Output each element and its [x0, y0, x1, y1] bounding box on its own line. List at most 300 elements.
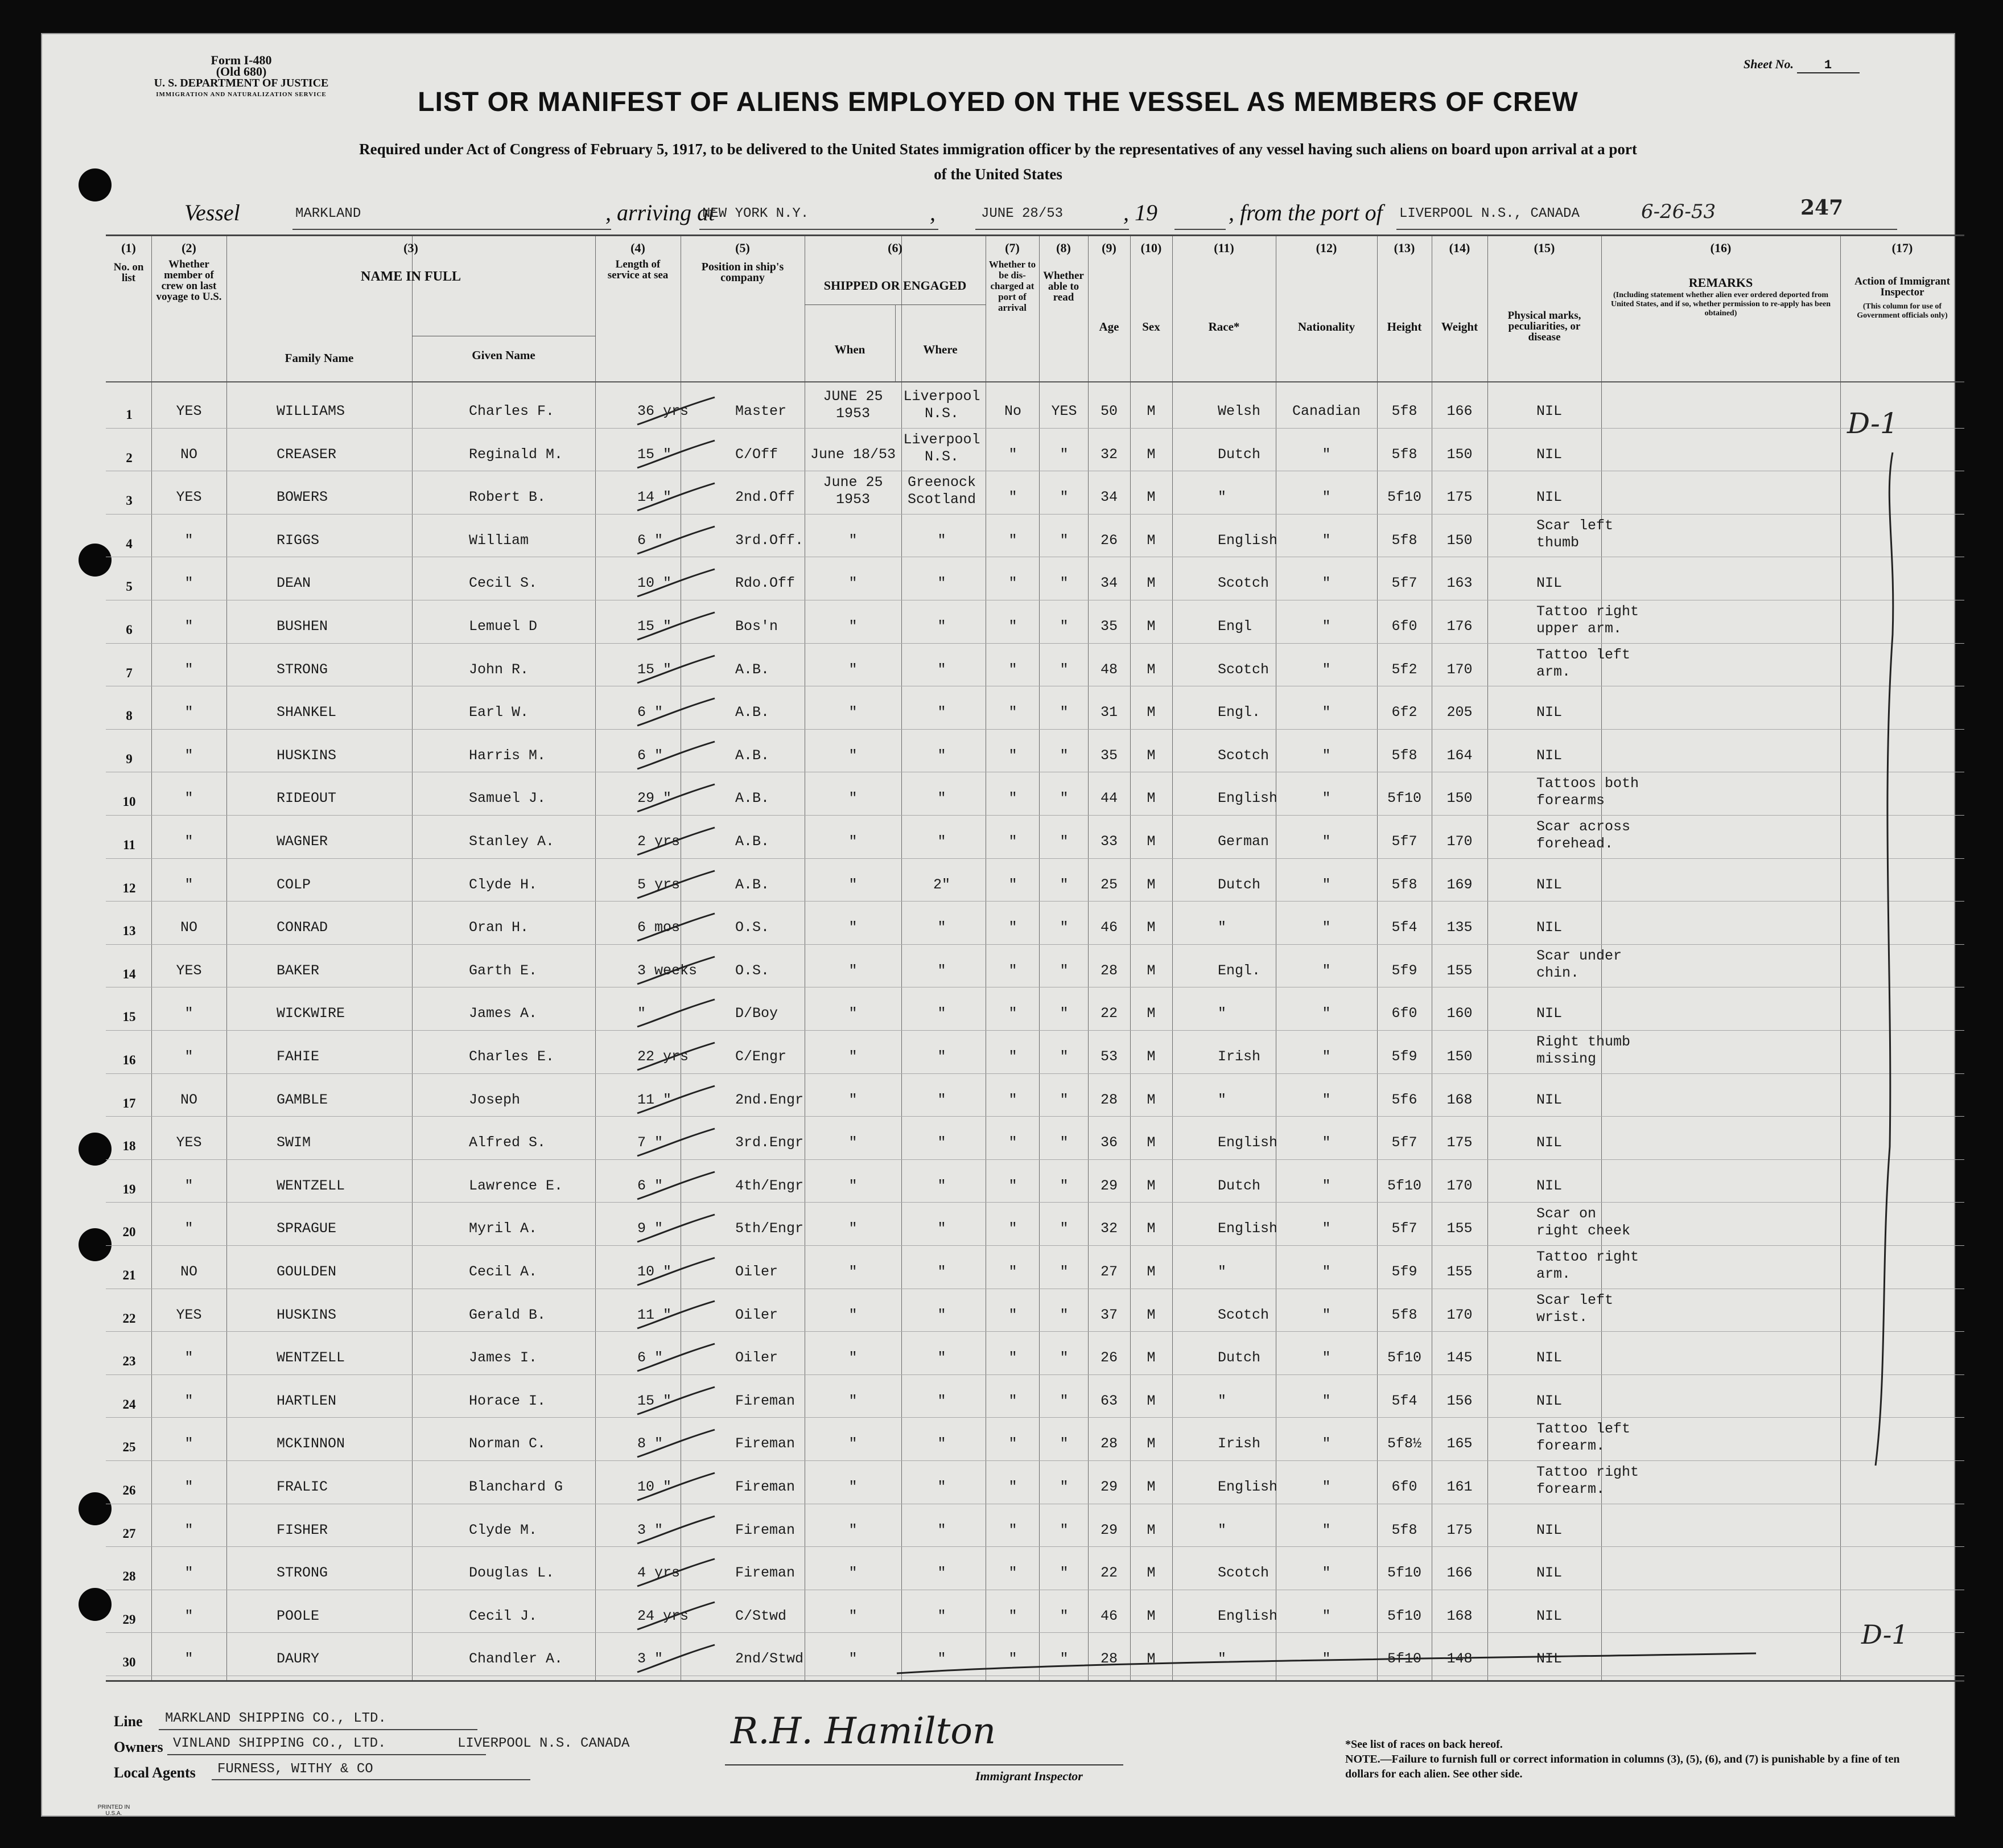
- physical-marks-cell: Scar left wrist.: [1536, 1291, 1614, 1326]
- shipped-where-cell: ": [937, 747, 946, 764]
- shipped-where-cell: ": [937, 1521, 946, 1538]
- shipped-where-cell: ": [937, 1220, 946, 1237]
- weight-cell: 155: [1446, 962, 1473, 979]
- nationality-cell: ": [1322, 919, 1331, 936]
- shipped-when-cell: ": [848, 1651, 858, 1668]
- family-name-cell: DAURY: [277, 1651, 320, 1668]
- shipped-where-cell: ": [937, 661, 946, 678]
- height-cell: 5f10: [1387, 1349, 1421, 1367]
- position-cell: Fireman: [735, 1435, 796, 1452]
- form-number: Form I-480: [211, 53, 272, 67]
- physical-marks-cell: NIL: [1536, 575, 1563, 592]
- nationality-cell: Canadian: [1292, 403, 1361, 419]
- position-cell: Fireman: [735, 1479, 796, 1495]
- given-name-cell: Horace I.: [469, 1392, 546, 1409]
- position-cell: 2nd.Off: [735, 489, 796, 506]
- sex-cell: M: [1147, 489, 1156, 506]
- weight-cell: 160: [1446, 1005, 1473, 1022]
- able-to-read-cell: ": [1060, 962, 1069, 979]
- weight-cell: 176: [1446, 618, 1473, 635]
- shipped-where-cell: ": [937, 1479, 946, 1495]
- nationality-cell: ": [1322, 532, 1331, 549]
- nationality-cell: ": [1322, 1349, 1331, 1367]
- physical-marks-cell: NIL: [1536, 1565, 1563, 1582]
- family-name-cell: WAGNER: [277, 833, 328, 850]
- able-to-read-cell: ": [1060, 1651, 1069, 1668]
- shipped-when-cell: ": [848, 1177, 858, 1194]
- service-length-cell: 22 yrs: [637, 1048, 689, 1065]
- position-cell: A.B.: [735, 790, 770, 807]
- family-name-cell: GOULDEN: [277, 1263, 337, 1280]
- age-cell: 46: [1100, 1607, 1118, 1624]
- discharge-cell: ": [1008, 1651, 1017, 1668]
- vessel-name: MARKLAND: [295, 206, 361, 221]
- shipped-where-cell: ": [937, 1134, 946, 1151]
- shipped-when-cell: ": [848, 1306, 858, 1323]
- row-number: 30: [122, 1655, 136, 1670]
- shipped-where-cell: Liverpool N.S.: [903, 431, 980, 465]
- position-cell: Master: [735, 403, 787, 419]
- shipped-when-cell: ": [848, 661, 858, 678]
- sex-cell: M: [1147, 747, 1156, 764]
- able-to-read-cell: ": [1060, 1349, 1069, 1367]
- col15-header: Physical marks, peculiarities, or disease: [1507, 310, 1581, 343]
- col4-header: Length of service at sea: [607, 258, 669, 281]
- col3-header: NAME IN FULL: [360, 269, 461, 284]
- discharge-cell: ": [1008, 1005, 1017, 1022]
- col9-number: (9): [1102, 241, 1116, 255]
- row-number: 4: [126, 536, 133, 551]
- position-cell: O.S.: [735, 962, 770, 979]
- weight-cell: 175: [1446, 489, 1473, 506]
- nationality-cell: ": [1322, 1479, 1331, 1495]
- service-length-cell: 15 ": [637, 661, 672, 678]
- row-number: 25: [122, 1440, 136, 1455]
- sex-cell: M: [1147, 1349, 1156, 1367]
- col12-number: (12): [1316, 241, 1337, 255]
- physical-marks-cell: NIL: [1536, 1177, 1563, 1194]
- prev-cell: ": [184, 1435, 193, 1452]
- nationality-cell: ": [1322, 1134, 1331, 1151]
- physical-marks-cell: Tattoos both forearms: [1536, 775, 1639, 809]
- height-cell: 6f0: [1391, 1005, 1417, 1022]
- nationality-cell: ": [1322, 833, 1331, 850]
- given-name-cell: Charles F.: [469, 403, 555, 419]
- given-name-cell: Chandler A.: [469, 1651, 563, 1668]
- height-cell: 5f10: [1387, 489, 1421, 506]
- physical-marks-cell: Scar across forehead.: [1536, 818, 1631, 852]
- able-to-read-cell: ": [1060, 532, 1069, 549]
- handwritten-date: 6-26-53: [1641, 200, 1716, 223]
- able-to-read-cell: ": [1060, 489, 1069, 506]
- height-cell: 6f2: [1391, 704, 1417, 721]
- nationality-cell: ": [1322, 1005, 1331, 1022]
- race-cell: Irish: [1218, 1435, 1261, 1452]
- height-cell: 5f8: [1391, 876, 1417, 893]
- age-cell: 29: [1100, 1521, 1118, 1538]
- vessel-label: Vessel: [184, 200, 240, 225]
- given-name-cell: Douglas L.: [469, 1565, 555, 1582]
- prev-cell: ": [184, 575, 193, 592]
- service-length-cell: 36 yrs: [637, 403, 689, 419]
- prev-cell: YES: [176, 403, 202, 419]
- row-number: 12: [122, 880, 136, 895]
- race-cell: Engl.: [1218, 962, 1261, 979]
- service-length-cell: 24 yrs: [637, 1607, 689, 1624]
- race-cell: Dutch: [1218, 446, 1261, 463]
- shipped-when-cell: ": [848, 1392, 858, 1409]
- height-cell: 5f8½: [1387, 1435, 1421, 1452]
- able-to-read-cell: ": [1060, 618, 1069, 635]
- race-cell: Welsh: [1218, 403, 1261, 419]
- weight-cell: 155: [1446, 1263, 1473, 1280]
- prev-cell: YES: [176, 1134, 202, 1151]
- shipped-when-cell: ": [848, 747, 858, 764]
- sex-cell: M: [1147, 1134, 1156, 1151]
- height-cell: 5f4: [1391, 1392, 1417, 1409]
- page-subtitle: [173, 137, 1823, 187]
- underline: [212, 1779, 530, 1780]
- given-name-cell: James I.: [469, 1349, 538, 1367]
- sex-cell: M: [1147, 661, 1156, 678]
- age-cell: 29: [1100, 1479, 1118, 1495]
- inspector-label: Immigrant Inspector: [975, 1769, 1083, 1783]
- able-to-read-cell: ": [1060, 833, 1069, 850]
- position-cell: 2nd.Engr: [735, 1091, 804, 1108]
- given-name-cell: Gerald B.: [469, 1306, 546, 1323]
- shipped-where-cell: Liverpool N.S.: [903, 388, 980, 422]
- prev-cell: NO: [180, 1263, 197, 1280]
- shipped-where-cell: ": [937, 1435, 946, 1452]
- row-number: 1: [126, 408, 133, 422]
- sex-cell: M: [1147, 1479, 1156, 1495]
- weight-cell: 170: [1446, 661, 1473, 678]
- prev-cell: ": [184, 1565, 193, 1582]
- service-length-cell: 6 mos: [637, 919, 681, 936]
- inspector-mark-bottom: D-1: [1861, 1619, 1909, 1650]
- family-name-cell: BAKER: [277, 962, 320, 979]
- col11-number: (11): [1214, 241, 1234, 255]
- arrival-date: JUNE 28/53: [981, 206, 1064, 221]
- shipped-when-cell: ": [848, 618, 858, 635]
- given-name-cell: Blanchard G: [469, 1479, 563, 1495]
- service-length-cell: 7 ": [637, 1134, 663, 1151]
- race-cell: English: [1218, 532, 1278, 549]
- col5-header: Position in ship's company: [701, 261, 784, 284]
- physical-marks-cell: Tattoo left forearm.: [1536, 1421, 1631, 1455]
- service-length-cell: 10 ": [637, 1263, 672, 1280]
- service-length-cell: 15 ": [637, 446, 672, 463]
- age-cell: 44: [1100, 790, 1118, 807]
- service-length-cell: 2 yrs: [637, 833, 681, 850]
- family-name-cell: WILLIAMS: [277, 403, 345, 419]
- discharge-cell: ": [1008, 446, 1017, 463]
- from-label: , from the port of: [1229, 200, 1383, 225]
- nationality-cell: ": [1322, 790, 1331, 807]
- row-number: 21: [122, 1268, 136, 1282]
- col2-number: (2): [182, 241, 196, 255]
- row-number: 19: [122, 1182, 136, 1196]
- inspector-signature: R.H. Hamilton: [731, 1710, 996, 1752]
- inspector-bracket: [1876, 452, 1893, 1466]
- discharge-cell: ": [1008, 790, 1017, 807]
- col17-subheader: (This column for use of Government officials only): [1857, 302, 1948, 320]
- physical-marks-cell: NIL: [1536, 1349, 1563, 1367]
- position-cell: C/Off: [735, 446, 778, 463]
- sex-cell: M: [1147, 1263, 1156, 1280]
- nationality-cell: ": [1322, 1651, 1331, 1668]
- weight-cell: 150: [1446, 532, 1473, 549]
- annotations-layer: [106, 236, 1964, 1680]
- physical-marks-cell: NIL: [1536, 919, 1563, 936]
- races-note: *See list of races on back hereof.: [1345, 1738, 1503, 1751]
- col17-header: Action of Immigrant Inspector: [1854, 275, 1950, 298]
- nationality-cell: ": [1322, 1177, 1331, 1194]
- nationality-cell: ": [1322, 1521, 1331, 1538]
- shipped-when-cell: ": [848, 1479, 858, 1495]
- weight-cell: 148: [1446, 1651, 1473, 1668]
- col8-header: Whether able to read: [1043, 270, 1084, 303]
- prev-cell: ": [184, 1392, 193, 1409]
- col13-number: (13): [1394, 241, 1415, 255]
- position-cell: Oiler: [735, 1306, 778, 1323]
- service-length-cell: 6 ": [637, 704, 663, 721]
- race-cell: Scotch: [1218, 575, 1270, 592]
- race-cell: Scotch: [1218, 747, 1270, 764]
- physical-marks-cell: Scar under chin.: [1536, 947, 1622, 981]
- position-cell: Bos'n: [735, 618, 778, 635]
- physical-marks-cell: Tattoo right arm.: [1536, 1249, 1639, 1282]
- family-name-cell: RIDEOUT: [277, 790, 337, 807]
- race-cell: Dutch: [1218, 876, 1261, 893]
- subtitle-line-1: Required under Act of Congress of February 5, 1917, to be delivered to the United States immigration officer by the representatives of any vessel having such aliens on board upon arrival at a port: [359, 141, 1637, 158]
- age-cell: 26: [1100, 1349, 1118, 1367]
- nationality-cell: ": [1322, 1435, 1331, 1452]
- nationality-cell: ": [1322, 1565, 1331, 1582]
- age-cell: 28: [1100, 1091, 1118, 1108]
- row-number: 9: [126, 751, 133, 766]
- row-number: 26: [122, 1483, 136, 1497]
- col10-number: (10): [1140, 241, 1162, 255]
- age-cell: 31: [1100, 704, 1118, 721]
- position-cell: Fireman: [735, 1521, 796, 1538]
- age-cell: 35: [1100, 747, 1118, 764]
- underline: [1396, 229, 1897, 230]
- shipped-where-cell: ": [937, 1607, 946, 1624]
- physical-marks-cell: Tattoo left arm.: [1536, 646, 1631, 680]
- shipped-when-cell: ": [848, 1349, 858, 1367]
- race-cell: Scotch: [1218, 1565, 1270, 1582]
- sex-cell: M: [1147, 1177, 1156, 1194]
- shipped-when-cell: ": [848, 1048, 858, 1065]
- sex-cell: M: [1147, 446, 1156, 463]
- nationality-cell: ": [1322, 1306, 1331, 1323]
- family-name-cell: GAMBLE: [277, 1091, 328, 1108]
- sex-cell: M: [1147, 833, 1156, 850]
- shipped-when-cell: ": [848, 919, 858, 936]
- height-cell: 5f10: [1387, 1177, 1421, 1194]
- weight-cell: 135: [1446, 919, 1473, 936]
- sex-cell: M: [1147, 704, 1156, 721]
- prev-cell: YES: [176, 962, 202, 979]
- able-to-read-cell: ": [1060, 919, 1069, 936]
- service-length-cell: 15 ": [637, 618, 672, 635]
- underline: [975, 229, 1129, 230]
- prev-cell: ": [184, 1521, 193, 1538]
- physical-marks-cell: NIL: [1536, 747, 1563, 764]
- service-length-cell: 3 weeks: [637, 962, 698, 979]
- sheet-number-value: 1: [1797, 58, 1860, 73]
- physical-marks-cell: NIL: [1536, 446, 1563, 463]
- shipped-when-cell: June 18/53: [810, 446, 896, 463]
- sex-cell: M: [1147, 1048, 1156, 1065]
- age-cell: 22: [1100, 1565, 1118, 1582]
- weight-cell: 150: [1446, 1048, 1473, 1065]
- service-length-cell: 9 ": [637, 1220, 663, 1237]
- race-cell: ": [1218, 1091, 1227, 1108]
- shipped-when-cell: ": [848, 1435, 858, 1452]
- shipped-where-cell: ": [937, 1651, 946, 1668]
- prev-cell: ": [184, 876, 193, 893]
- penalty-note: NOTE.—Failure to furnish full or correct information in columns (3), (5), (6), and (7) is punishable by a fine of ten dollars for each alien. See other side.: [1345, 1753, 1900, 1780]
- service-length-cell: ": [637, 1005, 646, 1022]
- race-cell: English: [1218, 790, 1278, 807]
- col1-number: (1): [121, 241, 136, 255]
- given-name-cell: James A.: [469, 1005, 538, 1022]
- able-to-read-cell: ": [1060, 1263, 1069, 1280]
- discharge-cell: ": [1008, 747, 1017, 764]
- nationality-cell: ": [1322, 661, 1331, 678]
- nationality-cell: ": [1322, 1263, 1331, 1280]
- weight-cell: 161: [1446, 1479, 1473, 1495]
- row-number: 28: [122, 1569, 136, 1584]
- given-name-cell: Harris M.: [469, 747, 546, 764]
- sheet-number-label: Sheet No.: [1744, 57, 1794, 71]
- shipped-where-cell: ": [937, 1005, 946, 1022]
- prev-cell: NO: [180, 919, 197, 936]
- shipped-when-cell: ": [848, 575, 858, 592]
- agents-value: FURNESS, WITHY & CO: [217, 1761, 373, 1777]
- department: U. S. DEPARTMENT OF JUSTICE: [154, 77, 329, 89]
- able-to-read-cell: ": [1060, 1521, 1069, 1538]
- position-cell: 3rd.Off.: [735, 532, 804, 549]
- family-name-cell: RIGGS: [277, 532, 320, 549]
- prev-cell: ": [184, 1607, 193, 1624]
- weight-cell: 169: [1446, 876, 1473, 893]
- col9-header: Age: [1099, 320, 1119, 334]
- prev-cell: ": [184, 618, 193, 635]
- given-name-cell: Cecil A.: [469, 1263, 538, 1280]
- line-value: MARKLAND SHIPPING CO., LTD.: [165, 1711, 386, 1726]
- sex-cell: M: [1147, 919, 1156, 936]
- height-cell: 5f10: [1387, 790, 1421, 807]
- age-cell: 26: [1100, 532, 1118, 549]
- able-to-read-cell: ": [1060, 446, 1069, 463]
- col10-header: Sex: [1142, 320, 1160, 334]
- prev-cell: ": [184, 833, 193, 850]
- row-number: 6: [126, 623, 133, 637]
- given-name-cell: Cecil J.: [469, 1607, 538, 1624]
- height-cell: 6f0: [1391, 1479, 1417, 1495]
- service-length-cell: 10 ": [637, 575, 672, 592]
- age-cell: 63: [1100, 1392, 1118, 1409]
- prev-cell: ": [184, 1349, 193, 1367]
- family-name-cell: CONRAD: [277, 919, 328, 936]
- given-name-cell: Alfred S.: [469, 1134, 546, 1151]
- discharge-cell: ": [1008, 1565, 1017, 1582]
- discharge-cell: ": [1008, 618, 1017, 635]
- family-name-cell: STRONG: [277, 1565, 328, 1582]
- race-cell: English: [1218, 1607, 1278, 1624]
- physical-marks-cell: Tattoo right upper arm.: [1536, 603, 1639, 637]
- sex-cell: M: [1147, 1392, 1156, 1409]
- physical-marks-cell: NIL: [1536, 876, 1563, 893]
- service-length-cell: 6 ": [637, 747, 663, 764]
- height-cell: 5f8: [1391, 747, 1417, 764]
- shipped-when-cell: June 25 1953: [823, 474, 883, 508]
- nationality-cell: ": [1322, 747, 1331, 764]
- arriving-label: , arriving at: [605, 200, 715, 225]
- shipped-when-cell: ": [848, 1565, 858, 1582]
- able-to-read-cell: ": [1060, 790, 1069, 807]
- weight-cell: 175: [1446, 1521, 1473, 1538]
- row-number: 7: [126, 665, 133, 680]
- able-to-read-cell: ": [1060, 661, 1069, 678]
- family-name-cell: BUSHEN: [277, 618, 328, 635]
- able-to-read-cell: ": [1060, 1005, 1069, 1022]
- prev-cell: ": [184, 1177, 193, 1194]
- height-cell: 5f8: [1391, 403, 1417, 419]
- sheet-number: [1744, 57, 1860, 73]
- underline: [292, 229, 611, 230]
- weight-cell: 164: [1446, 747, 1473, 764]
- physical-marks-cell: NIL: [1536, 1521, 1563, 1538]
- nationality-cell: ": [1322, 618, 1331, 635]
- row-number: 15: [122, 1010, 136, 1024]
- prev-cell: ": [184, 1005, 193, 1022]
- owners-label: Owners: [114, 1739, 163, 1755]
- age-cell: 28: [1100, 962, 1118, 979]
- weight-cell: 155: [1446, 1220, 1473, 1237]
- able-to-read-cell: ": [1060, 1479, 1069, 1495]
- row-number: 20: [122, 1225, 136, 1240]
- col6-where-header: Where: [923, 343, 958, 356]
- service-length-cell: 11 ": [637, 1306, 672, 1323]
- shipped-where-cell: Greenock Scotland: [907, 474, 976, 508]
- sex-cell: M: [1147, 790, 1156, 807]
- row-number: 24: [122, 1397, 136, 1411]
- shipped-where-cell: ": [937, 1565, 946, 1582]
- weight-cell: 170: [1446, 833, 1473, 850]
- age-cell: 32: [1100, 1220, 1118, 1237]
- shipped-when-cell: ": [848, 876, 858, 893]
- family-name-cell: HUSKINS: [277, 747, 337, 764]
- family-name-cell: COLP: [277, 876, 311, 893]
- col7-header: Whether to be dis-charged at port of arrival: [988, 259, 1036, 313]
- able-to-read-cell: ": [1060, 1134, 1069, 1151]
- family-name-cell: FRALIC: [277, 1479, 328, 1495]
- shipped-when-cell: ": [848, 1005, 858, 1022]
- race-cell: English: [1218, 1220, 1278, 1237]
- family-name-cell: POOLE: [277, 1607, 320, 1624]
- old-form-number: (Old 680): [216, 64, 267, 79]
- able-to-read-cell: ": [1060, 1607, 1069, 1624]
- age-cell: 28: [1100, 1435, 1118, 1452]
- sex-cell: M: [1147, 1005, 1156, 1022]
- sex-cell: M: [1147, 575, 1156, 592]
- race-cell: Engl.: [1218, 704, 1261, 721]
- given-name-cell: Clyde H.: [469, 876, 538, 893]
